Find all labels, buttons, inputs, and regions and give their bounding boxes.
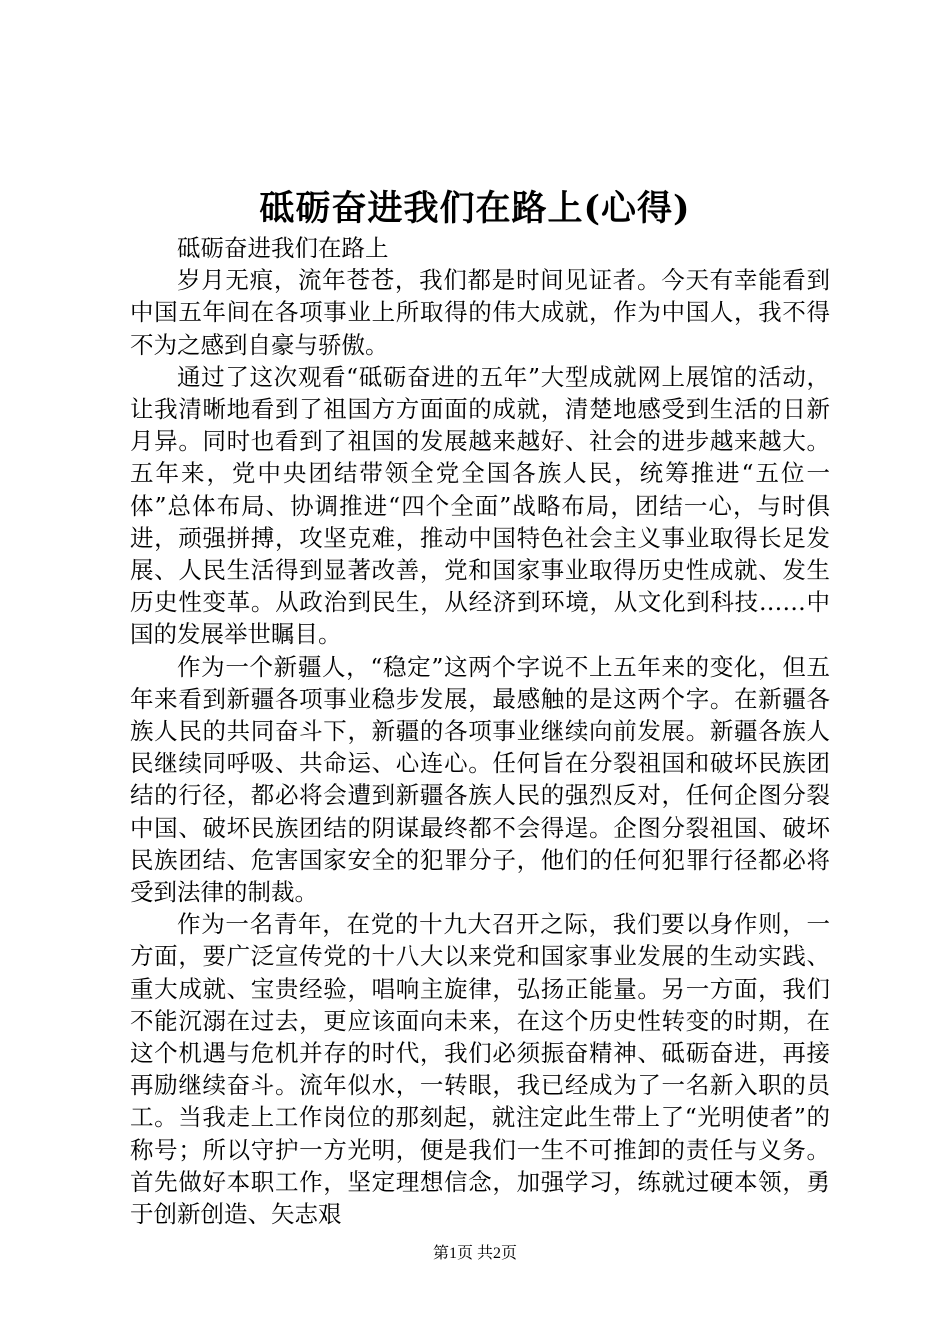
paragraph-4: 作为一名青年，在党的十九大召开之际，我们要以身作则，一方面，要广泛宣传党的十八大以来党和国家事业发展的生动实践、重大成就、宝贵经验，唱响主旋律，弘扬正能量。另一方面，我们不能沉溺在过去，更应该面向未来，在这个历史性转变的时期，在这个机遇与危机并存的时代，我们必须振奋精神、砥砺奋进，再接再励继续奋斗。流年似水，一转眼，我已经成为了一名新入职的员工。当我走上工作岗位的那刻起，就注定此生带上了“光明使者”的称号；所以守护一方光明，便是我们一生不可推卸的责任与义务。首先做好本职工作，坚定理想信念，加强学习，练就过硬本领，勇于创新创造、矢志艰 — [130, 910, 830, 1229]
paragraph-3: 作为一个新疆人，“稳定”这两个字说不上五年来的变化，但五年来看到新疆各项事业稳步发展，最感触的是这两个字。在新疆各族人民的共同奋斗下，新疆的各项事业继续向前发展。新疆各族人民继续同呼吸、共命运、心连心。任何旨在分裂祖国和破坏民族团结的行径，都必将会遭到新疆各族人民的强烈反对，任何企图分裂中国、破坏民族团结的阴谋最终都不会得逞。企图分裂祖国、破坏民族团结、危害国家安全的犯罪分子，他们的任何犯罪行径都必将受到法律的制裁。 — [130, 652, 830, 907]
page-number-footer: 第1页 共2页 — [432, 1245, 517, 1262]
paragraph-1: 岁月无痕，流年苍苍，我们都是时间见证者。今天有幸能看到中国五年间在各项事业上所取得的伟大成就，作为中国人，我不得不为之感到自豪与骄傲。 — [130, 266, 830, 359]
document-body — [130, 232, 830, 1230]
paragraph-2: 通过了这次观看“砥砺奋进的五年”大型成就网上展馆的活动，让我清晰地看到了祖国方方面面的成就，清楚地感受到生活的日新月异。同时也看到了祖国的发展越来越好、社会的进步越来越大。五年来，党中央团结带领全党全国各族人民，统筹推进“五位一体”总体布局、协调推进“四个全面”战略布局，团结一心，与时俱进，顽强拼搏，攻坚克难，推动中国特色社会主义事业取得长足发展、人民生活得到显著改善，党和国家事业取得历史性成就、发生历史性变革。从政治到民生，从经济到环境，从文化到科技……中国的发展举世瞩目。 — [130, 362, 830, 649]
document-title: 砥砺奋进我们在路上(心得) — [259, 188, 691, 229]
paragraph-subtitle: 砥砺奋进我们在路上 — [177, 234, 389, 262]
